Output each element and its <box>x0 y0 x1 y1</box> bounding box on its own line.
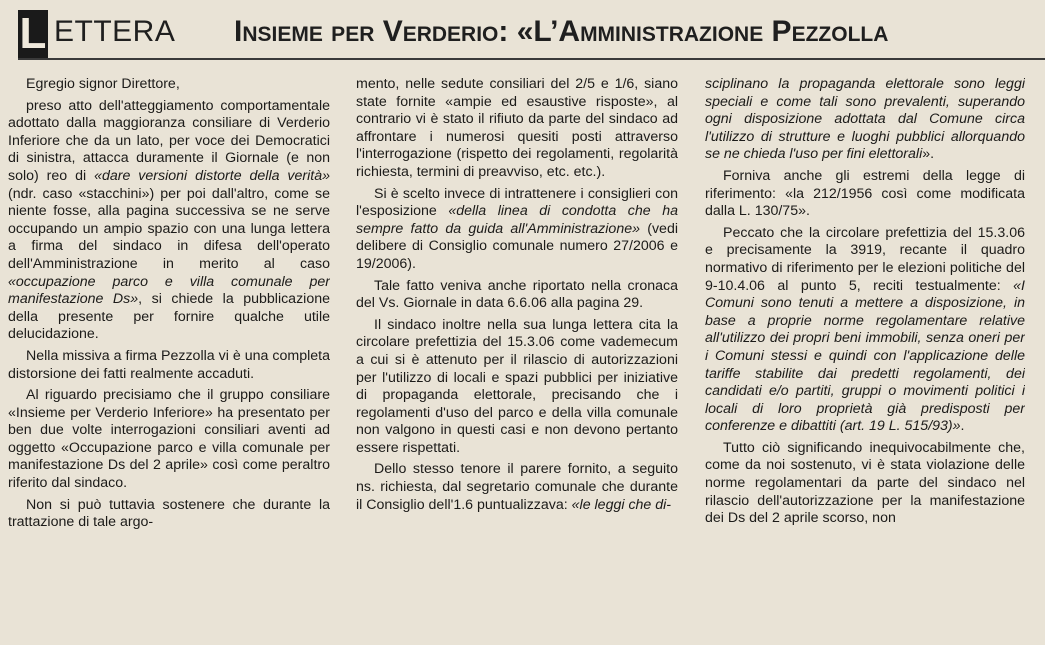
drop-cap: L <box>19 9 47 58</box>
headline: Insieme per Verderio: «L’Amministrazione Pezzolla <box>234 15 889 48</box>
paragraph: Forniva anche gli estremi della legge di riferimento: «la 212/1956 così come modificata dalla L. 130/75». <box>705 167 1025 220</box>
section-kicker: ETTERA <box>54 15 176 48</box>
paragraph: Dello stesso tenore il parere fornito, a seguito ns. richiesta, dal segretario comunale che durante il Consiglio dell'1.6 puntualizzava: «le leggi che di- <box>356 461 678 513</box>
paragraph: preso atto dell'atteggiamento comportamentale adottato dalla maggioranza consiliare di Verderio Inferiore che da un lato, per voce dei Democratici di sinistra, attacca duramente il Giornale (e non solo) reo di «dare versioni distorte della verità» (ndr. caso «stacchini») per poi dall'altro, come se niente fosse, alla pagina successiva se ne serve occupando un ampio spazio con una lunga lettera a firma del sindaco in difesa dell'operato dell'Amministrazione in merito al caso «occupazione parco e villa comunale per manifestazione Ds», si chiede la pubblicazione della presente per fornire qualche utile delucidazione. <box>8 97 330 343</box>
article-header <box>0 0 1045 72</box>
paragraph: Al riguardo precisiamo che il gruppo consiliare «Insieme per Verderio Inferiore» ha presentato per ben due volte interrogazioni consiliari aventi ad oggetto «Occupazione parco e villa comunale per manifestazione Ds del 2 aprile» così come peraltro riferito dal sindaco. <box>8 387 330 492</box>
paragraph: Tutto ciò significando inequivocabilmente che, come da noi sostenuto, vi è stata violazione delle norme regolamentari da parte del sindaco nel rilascio dell'autorizzazione per la manifestazione dei Ds del 2 aprile scorso, non <box>705 439 1025 527</box>
paragraph: Tale fatto veniva anche riportato nella cronaca del Vs. Giornale in data 6.6.06 alla pagina 29. <box>356 277 678 312</box>
paragraph: sciplinano la propaganda elettorale sono leggi speciali e come tali sono prevalenti, superando ogni disposizione adottata dal Comune circa l'utilizzo di strutture e luoghi pubblici allorquando se ne chieda l'uso per fini elettorali». <box>705 76 1025 163</box>
salutation: Egregio signor Direttore, <box>26 76 180 92</box>
paragraph: Nella missiva a firma Pezzolla vi è una completa distorsione dei fatti realmente accaduti. <box>8 347 330 382</box>
column-2 <box>356 76 678 644</box>
paragraph: Non si può tuttavia sostenere che durante la trattazione di tale argo- <box>8 496 330 531</box>
paragraph: Peccato che la circolare prefettizia del 15.3.06 e precisamente la 3919, recante il quadro normativo di riferimento per le elezioni politiche del 9-10.4.06 al punto 5, reciti testualmente: «I Comuni sono tenuti a mettere a disposizione, in base a proprie norme regolamentare relative all'utilizzo dei propri beni immobili, senza oneri per i Comuni stessi e quindi con l'applicazione delle tariffe stabilite dai predetti regolamenti, dei candidati e/o partiti, gruppi o movimenti politici i locali di loro proprietà già predisposti per conferenze e dibattiti (art. 19 L. 515/93)». <box>705 224 1025 435</box>
paragraph: mento, nelle sedute consiliari del 2/5 e 1/6, siano state fornite «ampie ed esaustive risposte», al contrario vi è stato il rifiuto da parte del sindaco ad affrontare i numerosi quesiti posti attraverso l'interrogazione (rispetto dei regolamenti, regolarità richiesta, termini di preavviso, etc. etc.). <box>356 76 678 180</box>
header-rule <box>18 58 1045 60</box>
paragraph: Si è scelto invece di intrattenere i consiglieri con l'esposizione «della linea di condotta che ha sempre fatto da guida all'Amministrazione» (vedi delibere di Consiglio comunale numero 27/2006 e 19/2006). <box>356 185 678 272</box>
column-3 <box>705 76 1025 644</box>
paragraph: Il sindaco inoltre nella sua lunga lettera cita la circolare prefettizia del 15.3.06 come vademecum a cui si è attenuto per il rilascio di autorizzazioni per l'utilizzo di locali e spazi pubblici per iniziative di propaganda elettorale, precisando che i regolamenti d'uso del parco e della villa comunale non valgono in questi casi e non devono pertanto essere rispettati. <box>356 316 678 456</box>
column-1 <box>8 76 330 644</box>
